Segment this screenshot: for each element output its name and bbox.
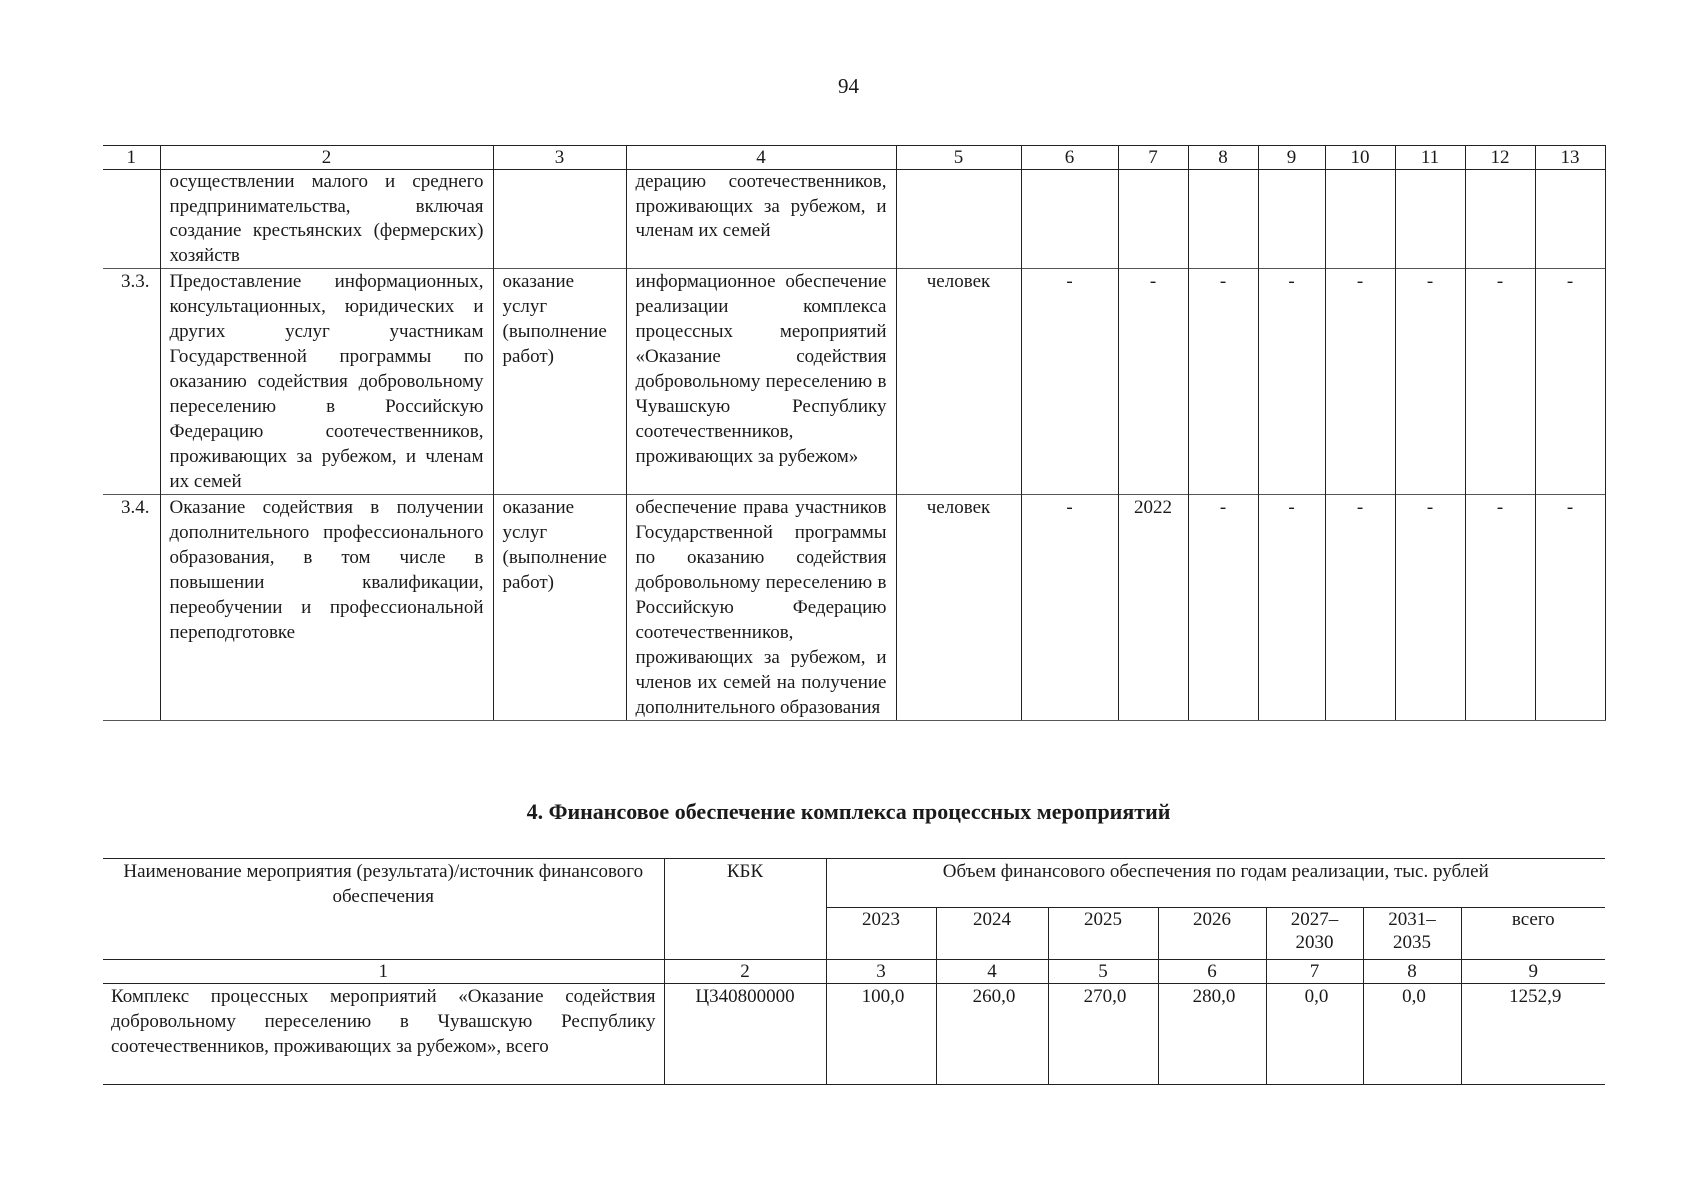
column-number: 6 <box>1021 146 1118 170</box>
column-number: 11 <box>1395 146 1465 170</box>
row-value: - <box>1188 269 1258 495</box>
row-description: информационное обеспечение реализации комплекса процессных мероприятий «Оказание содействия добровольному переселению в Чувашскую Республику соотечественников, проживающих за рубежом» <box>626 269 896 495</box>
column-number: 12 <box>1465 146 1535 170</box>
row-value: - <box>1021 495 1118 721</box>
year-header: 2023 <box>826 908 936 960</box>
row-value: - <box>1535 269 1605 495</box>
financing-table <box>103 858 1605 1085</box>
column-number: 10 <box>1325 146 1395 170</box>
row-value <box>1188 170 1258 269</box>
kbk-code: Ц340800000 <box>664 984 826 1085</box>
header-name: Наименование мероприятия (результата)/источник финансового обеспечения <box>103 859 664 960</box>
row-value <box>1021 170 1118 269</box>
column-number: 2 <box>664 960 826 984</box>
amount-value: 0,0 <box>1266 984 1363 1085</box>
table-row <box>103 495 1605 721</box>
row-value: - <box>1325 269 1395 495</box>
column-number: 8 <box>1188 146 1258 170</box>
header-row <box>103 859 1605 908</box>
column-number: 6 <box>1158 960 1266 984</box>
row-value: - <box>1258 269 1325 495</box>
year-header: всего <box>1461 908 1605 960</box>
row-value: - <box>1465 269 1535 495</box>
row-unit <box>896 170 1021 269</box>
column-number: 2 <box>160 146 493 170</box>
column-number: 13 <box>1535 146 1605 170</box>
column-number: 4 <box>626 146 896 170</box>
row-value: - <box>1188 495 1258 721</box>
amount-total: 1252,9 <box>1461 984 1605 1085</box>
row-value: - <box>1118 269 1188 495</box>
table-row <box>103 269 1605 495</box>
row-type: оказание услуг (выполнение работ) <box>493 495 626 721</box>
column-number: 5 <box>896 146 1021 170</box>
row-value: - <box>1325 495 1395 721</box>
row-unit: человек <box>896 269 1021 495</box>
row-value: - <box>1535 495 1605 721</box>
column-number: 8 <box>1363 960 1461 984</box>
column-number: 4 <box>936 960 1048 984</box>
header-volume: Объем финансового обеспечения по годам реализации, тыс. рублей <box>826 859 1605 908</box>
row-number: 3.3. <box>103 269 160 495</box>
indicators-table <box>103 145 1606 721</box>
row-number: 3.4. <box>103 495 160 721</box>
section-title: 4. Финансовое обеспечение комплекса процессных мероприятий <box>526 799 1171 824</box>
column-number-row <box>103 960 1605 984</box>
page-number: 94 <box>838 74 859 98</box>
amount-value: 260,0 <box>936 984 1048 1085</box>
column-number: 9 <box>1461 960 1605 984</box>
row-value <box>1465 170 1535 269</box>
year-header: 2027– 2030 <box>1266 908 1363 960</box>
column-number: 7 <box>1266 960 1363 984</box>
row-number <box>103 170 160 269</box>
header-kbk: КБК <box>664 859 826 960</box>
year-header: 2026 <box>1158 908 1266 960</box>
year-header: 2025 <box>1048 908 1158 960</box>
year-header: 2031– 2035 <box>1363 908 1461 960</box>
column-number: 1 <box>103 960 664 984</box>
amount-value: 280,0 <box>1158 984 1266 1085</box>
row-name: Оказание содействия в получении дополнительного профессионального образования, в том числе в повышении квалификации, переобучении и профессиональной переподготовке <box>160 495 493 721</box>
row-value: - <box>1395 269 1465 495</box>
row-value: - <box>1258 495 1325 721</box>
amount-value: 270,0 <box>1048 984 1158 1085</box>
column-number: 3 <box>493 146 626 170</box>
column-number: 5 <box>1048 960 1158 984</box>
row-type: оказание услуг (выполнение работ) <box>493 269 626 495</box>
row-value: 2022 <box>1118 495 1188 721</box>
table-row <box>103 170 1605 269</box>
program-name: Комплекс процессных мероприятий «Оказание содействия добровольному переселению в Чувашскую Республику соотечественников, проживающих за рубежом», всего <box>103 984 664 1085</box>
row-value: - <box>1021 269 1118 495</box>
column-number: 7 <box>1118 146 1188 170</box>
row-description: обеспечение права участников Государственной программы по оказанию содействия добровольному переселению в Российскую Федерацию соотечественников, проживающих за рубежом, и членов их семей на получение дополнительного образования <box>626 495 896 721</box>
row-name: осуществлении малого и среднего предпринимательства, включая создание крестьянских (фермерских) хозяйств <box>160 170 493 269</box>
year-header: 2024 <box>936 908 1048 960</box>
row-value <box>1258 170 1325 269</box>
row-name: Предоставление информационных, консультационных, юридических и других услуг участникам Государственной программы по оказанию содействия добровольному переселению в Российскую Федерацию соотечественников, проживающих за рубежом, и членам их семей <box>160 269 493 495</box>
column-number-row <box>103 146 1605 170</box>
row-unit: человек <box>896 495 1021 721</box>
row-value <box>1325 170 1395 269</box>
row-value: - <box>1465 495 1535 721</box>
row-value <box>1118 170 1188 269</box>
column-number: 9 <box>1258 146 1325 170</box>
row-type <box>493 170 626 269</box>
amount-value: 0,0 <box>1363 984 1461 1085</box>
row-value <box>1535 170 1605 269</box>
column-number: 1 <box>103 146 160 170</box>
row-value <box>1395 170 1465 269</box>
row-value: - <box>1395 495 1465 721</box>
amount-value: 100,0 <box>826 984 936 1085</box>
table-row <box>103 984 1605 1085</box>
row-description: дерацию соотечественников, проживающих за рубежом, и членам их семей <box>626 170 896 269</box>
column-number: 3 <box>826 960 936 984</box>
